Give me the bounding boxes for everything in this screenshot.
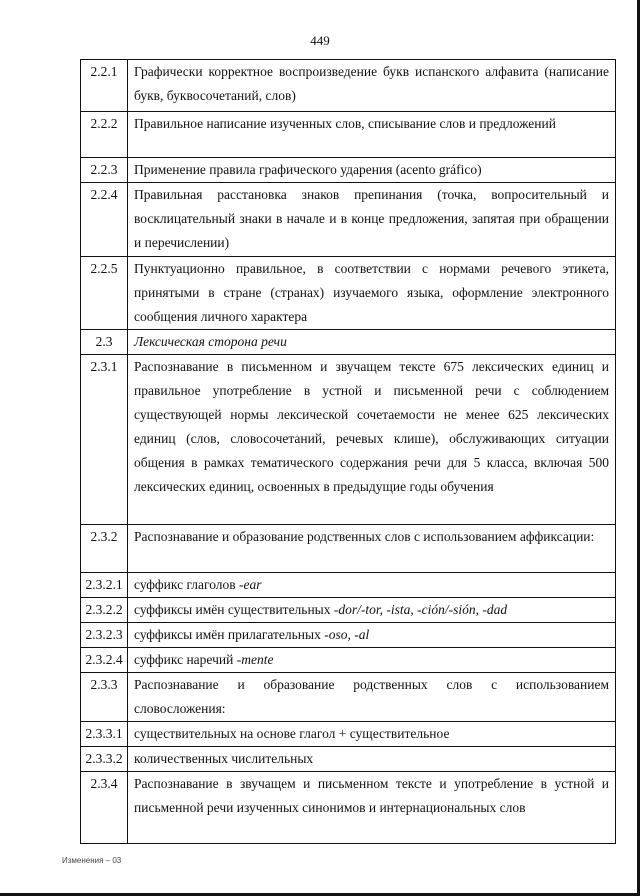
row-code: 2.3.2.3 [81,623,128,648]
row-code: 2.3.3 [81,673,128,722]
row-text: количественных числительных [128,747,616,772]
suffix: -dor/-tor, -ista, -ción/-sión, -dad [333,602,508,617]
table-row [81,355,616,525]
row-code: 2.3.4 [81,772,128,844]
row-text: Правильное написание изученных слов, списывание слов и предложений [128,112,616,158]
table-row [81,183,616,257]
row-code: 2.3.2.4 [81,648,128,673]
suffix: -oso, -al [324,627,370,642]
row-code: 2.2.3 [81,158,128,183]
table-row [81,257,616,330]
table-row [81,623,616,648]
row-code: 2.3.1 [81,355,128,525]
row-code: 2.2.2 [81,112,128,158]
row-code: 2.2.5 [81,257,128,330]
section-heading: Лексическая сторона речи [128,330,616,355]
table-row [81,722,616,747]
row-text: суффиксы имён прилагательных -oso, -al [128,623,616,648]
row-text: Распознавание и образование родственных слов с использованием аффиксации: [128,525,616,573]
table-row [81,673,616,722]
row-code: 2.3.2.2 [81,598,128,623]
row-text: Распознавание в письменном и звучащем тексте 675 лексических единиц и правильное употребление в устной и письменной речи с соблюдением существующей нормы лексической сочетаемости не менее 625 лексических единиц (слов, словосочетаний, речевых клише), обслуживающих ситуации общения в рамках тематического содержания речи для 5 класса, включая 500 лексических единиц, освоенных в предыдущие годы обучения [128,355,616,525]
table-row [81,772,616,844]
row-text: суффиксы имён существительных -dor/-tor, -ista, -ción/-sión, -dad [128,598,616,623]
row-text: суффикс наречий -mente [128,648,616,673]
row-text: Графически корректное воспроизведение букв испанского алфавита (написание букв, буквосочетаний, слов) [128,60,616,112]
row-text: Правильная расстановка знаков препинания (точка, вопросительный и восклицательный знаки в начале и в конце предложения, запятая при обращении и перечислении) [128,183,616,257]
row-code: 2.3.2 [81,525,128,573]
table-row [81,573,616,598]
footer-revision: Изменения – 03 [62,856,122,865]
row-text: Распознавание в звучащем и письменном тексте и употребление в устной и письменной речи изученных синонимов и интернациональных слов [128,772,616,844]
row-text: существительных на основе глагол + существительное [128,722,616,747]
table-row [81,60,616,112]
table-row [81,648,616,673]
row-text: Пунктуационно правильное, в соответствии с нормами речевого этикета, принятыми в стране (странах) изучаемого языка, оформление электронного сообщения личного характера [128,257,616,330]
table-row [81,112,616,158]
row-code: 2.3 [81,330,128,355]
table-row [81,158,616,183]
table-row [81,330,616,355]
suffix: -mente [236,652,274,667]
row-text: Применение правила графического ударения (acento gráfico) [128,158,616,183]
row-code: 2.3.3.2 [81,747,128,772]
row-text: Распознавание и образование родственных слов с использованием словосложения: [128,673,616,722]
suffix: -ear [239,577,262,592]
table-row [81,598,616,623]
row-code: 2.2.4 [81,183,128,257]
table-row [81,747,616,772]
row-code: 2.2.1 [81,60,128,112]
table-row [81,525,616,573]
curriculum-table [80,59,616,844]
row-code: 2.3.3.1 [81,722,128,747]
row-text: суффикс глаголов -ear [128,573,616,598]
row-code: 2.3.2.1 [81,573,128,598]
page-number: 449 [310,33,330,48]
